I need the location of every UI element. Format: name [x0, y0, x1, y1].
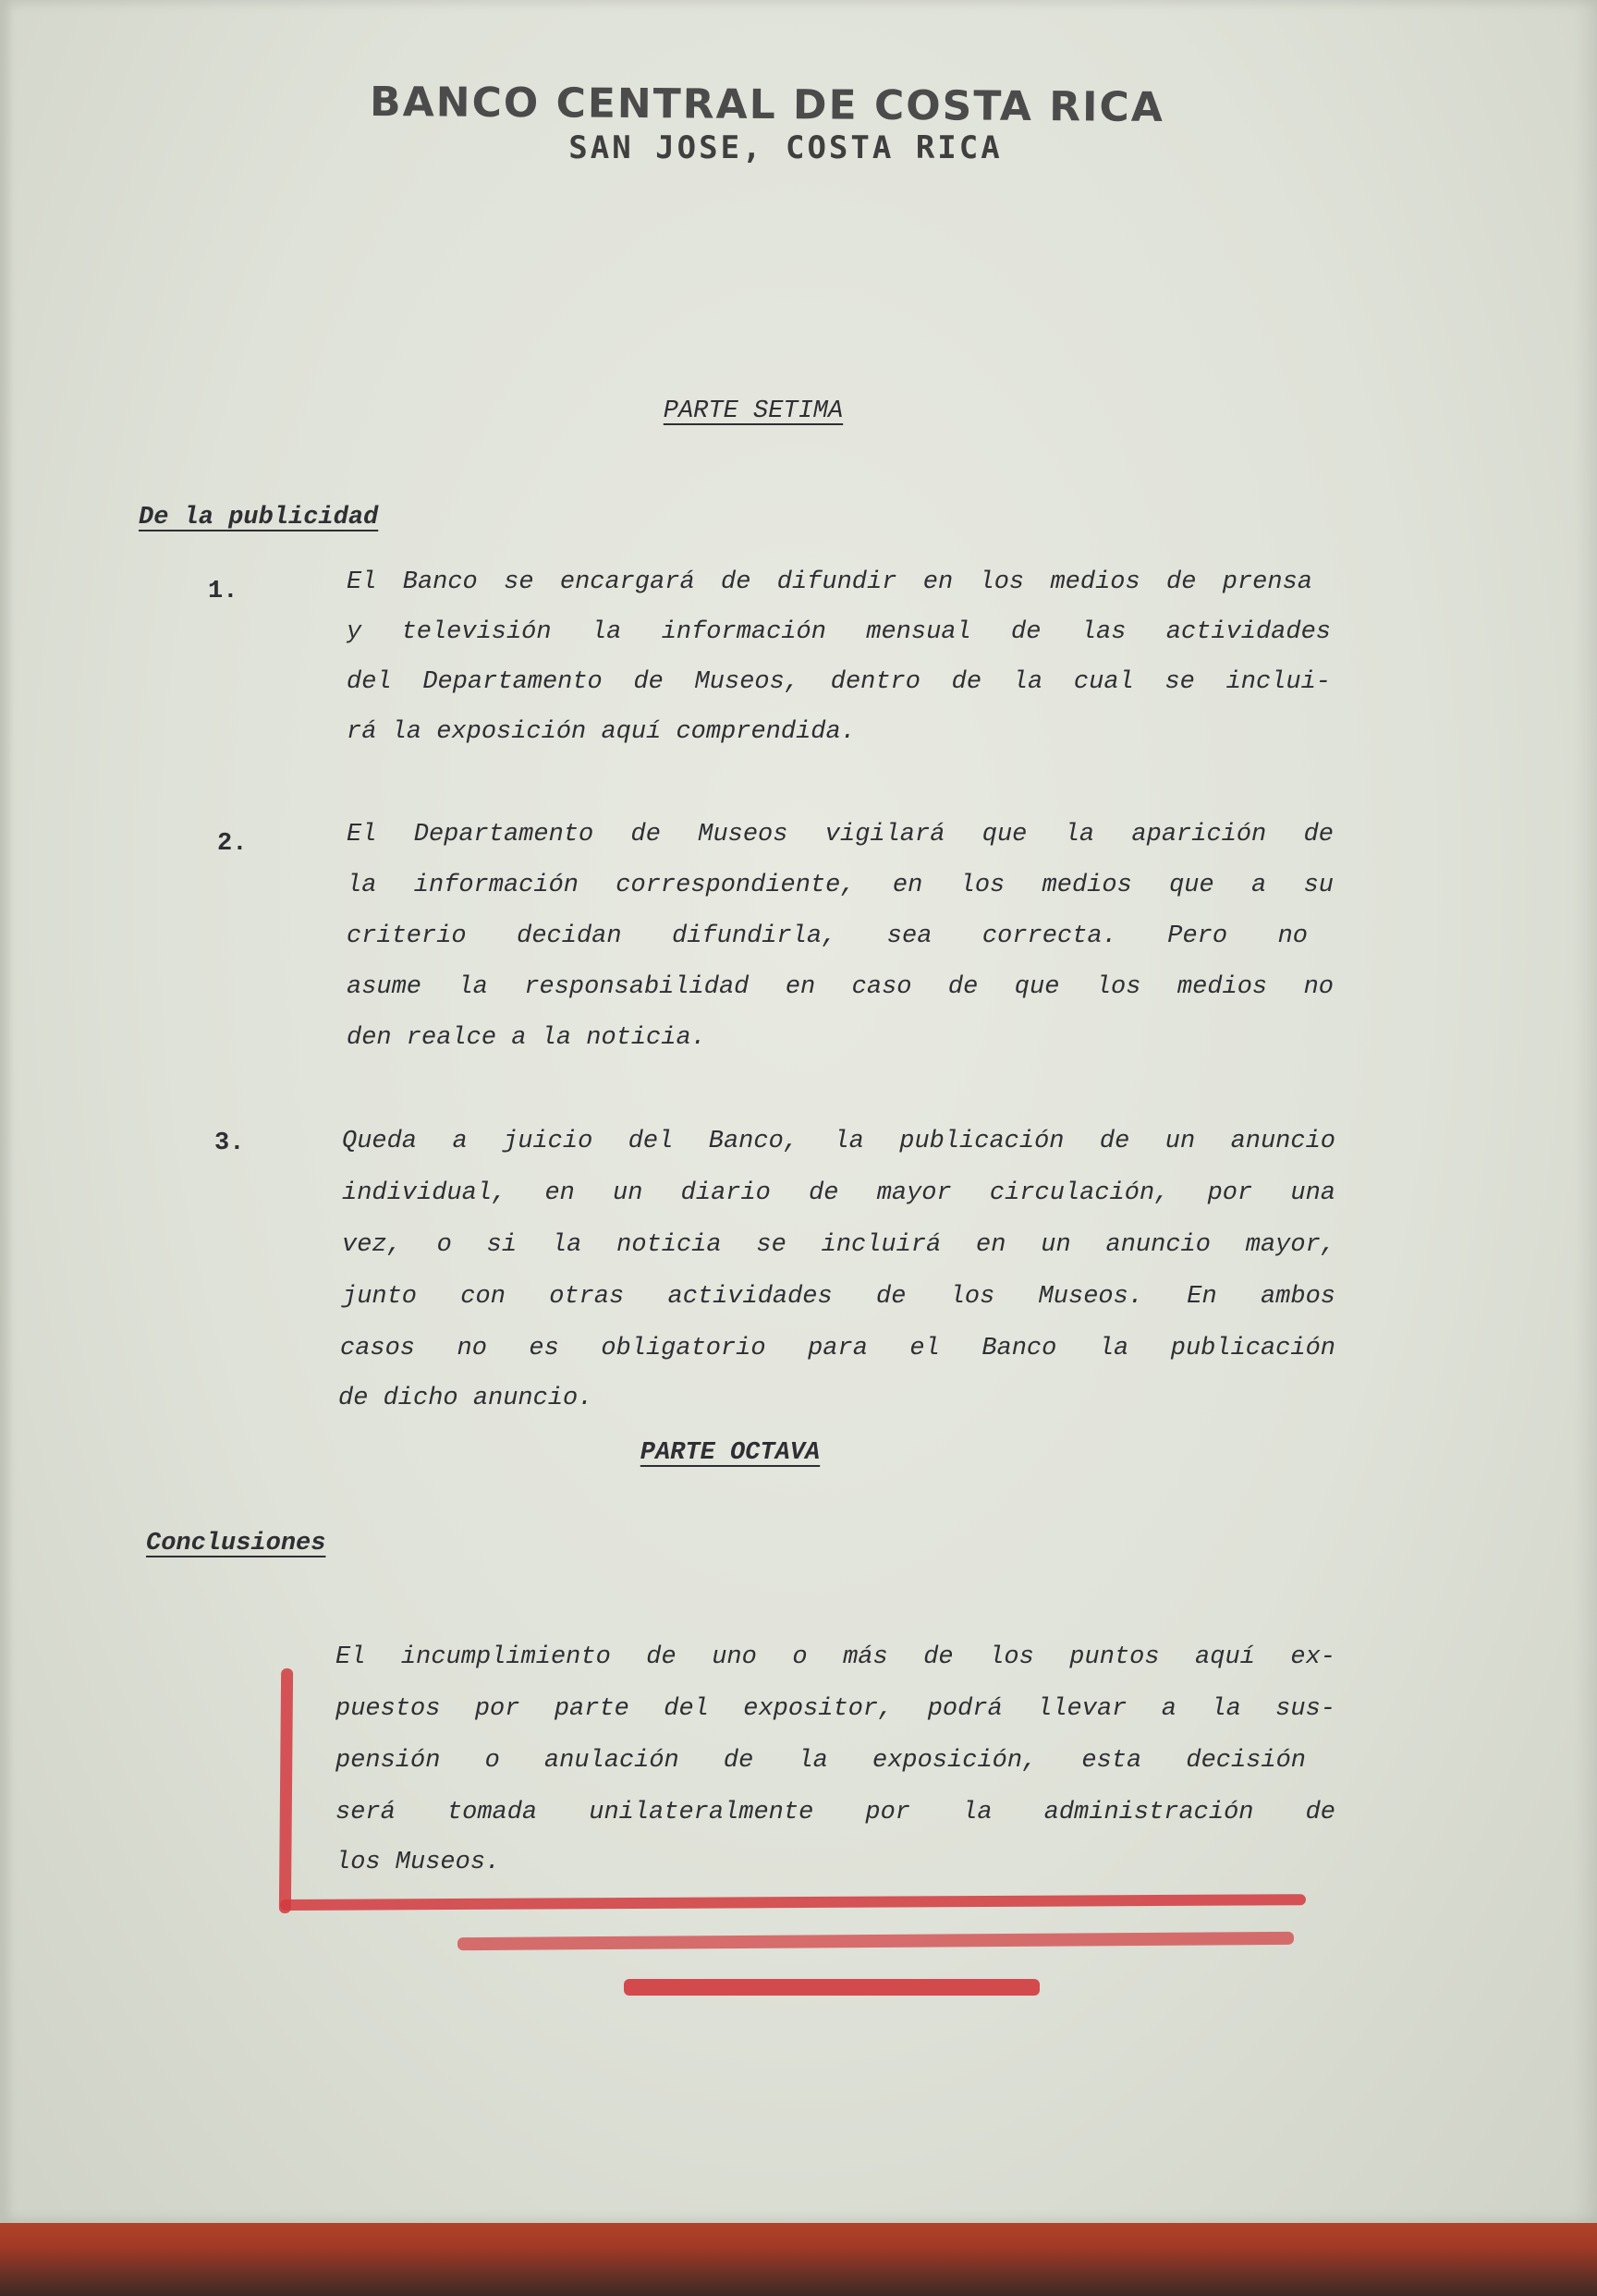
folder-bottom-edge: [0, 2214, 1597, 2296]
subsection-title-publicidad: De la publicidad: [139, 504, 379, 531]
paragraph-line: la información correspondiente, en los medios que a su: [347, 872, 1334, 899]
item-number: 1.: [208, 578, 238, 605]
conclusion-line: los Museos.: [335, 1849, 501, 1876]
red-pencil-underline-mark: [624, 1979, 1040, 1996]
conclusion-line: será tomada unilateralmente por la administración de: [335, 1799, 1335, 1826]
subsection-title-conclusiones: Conclusiones: [146, 1530, 326, 1557]
page-edge-shadow: [0, 0, 13, 2223]
paragraph-line: y televisión la información mensual de las actividades: [347, 618, 1331, 646]
item-number: 2.: [217, 830, 248, 858]
letterhead-city: SAN JOSE, COSTA RICA: [568, 129, 1003, 166]
paragraph-line: individual, en un diario de mayor circulación, por una: [342, 1179, 1335, 1207]
conclusion-line: El incumplimiento de uno o más de los puntos aquí ex-: [335, 1643, 1335, 1671]
paragraph-line: rá la exposición aquí comprendida.: [347, 718, 856, 746]
conclusion-line: puestos por parte del expositor, podrá llevar a la sus-: [335, 1695, 1335, 1723]
paragraph-line: Queda a juicio del Banco, la publicación de un anuncio: [342, 1128, 1335, 1155]
section-title-parte-setima: PARTE SETIMA: [663, 397, 844, 425]
paragraph-line: casos no es obligatorio para el Banco la publicación: [340, 1335, 1335, 1362]
paragraph-line: junto con otras actividades de los Museos. En ambos: [342, 1283, 1335, 1311]
paragraph-line: den realce a la noticia.: [347, 1024, 706, 1052]
red-pencil-vertical-mark: [279, 1668, 293, 1913]
section-title-parte-octava: PARTE OCTAVA: [640, 1439, 821, 1467]
paragraph-line: El Banco se encargará de difundir en los medios de prensa: [347, 568, 1312, 596]
red-pencil-underline-mark: [457, 1932, 1294, 1950]
item-number: 3.: [214, 1130, 245, 1157]
paragraph-line: del Departamento de Museos, dentro de la cual se inclui-: [347, 668, 1331, 696]
paragraph-line: de dicho anuncio.: [338, 1385, 593, 1412]
paragraph-line: El Departamento de Museos vigilará que la aparición de: [347, 821, 1334, 849]
letterhead-bank-name: BANCO CENTRAL DE COSTA RICA: [369, 78, 1165, 132]
red-pencil-underline-mark: [280, 1894, 1306, 1911]
paragraph-line: vez, o si la noticia se incluirá en un anuncio mayor,: [342, 1231, 1335, 1259]
paragraph-line: criterio decidan difundirla, sea correcta. Pero no: [347, 922, 1308, 950]
paragraph-line: asume la responsabilidad en caso de que los medios no: [347, 973, 1334, 1001]
conclusion-line: pensión o anulación de la exposición, esta decisión: [335, 1747, 1306, 1775]
